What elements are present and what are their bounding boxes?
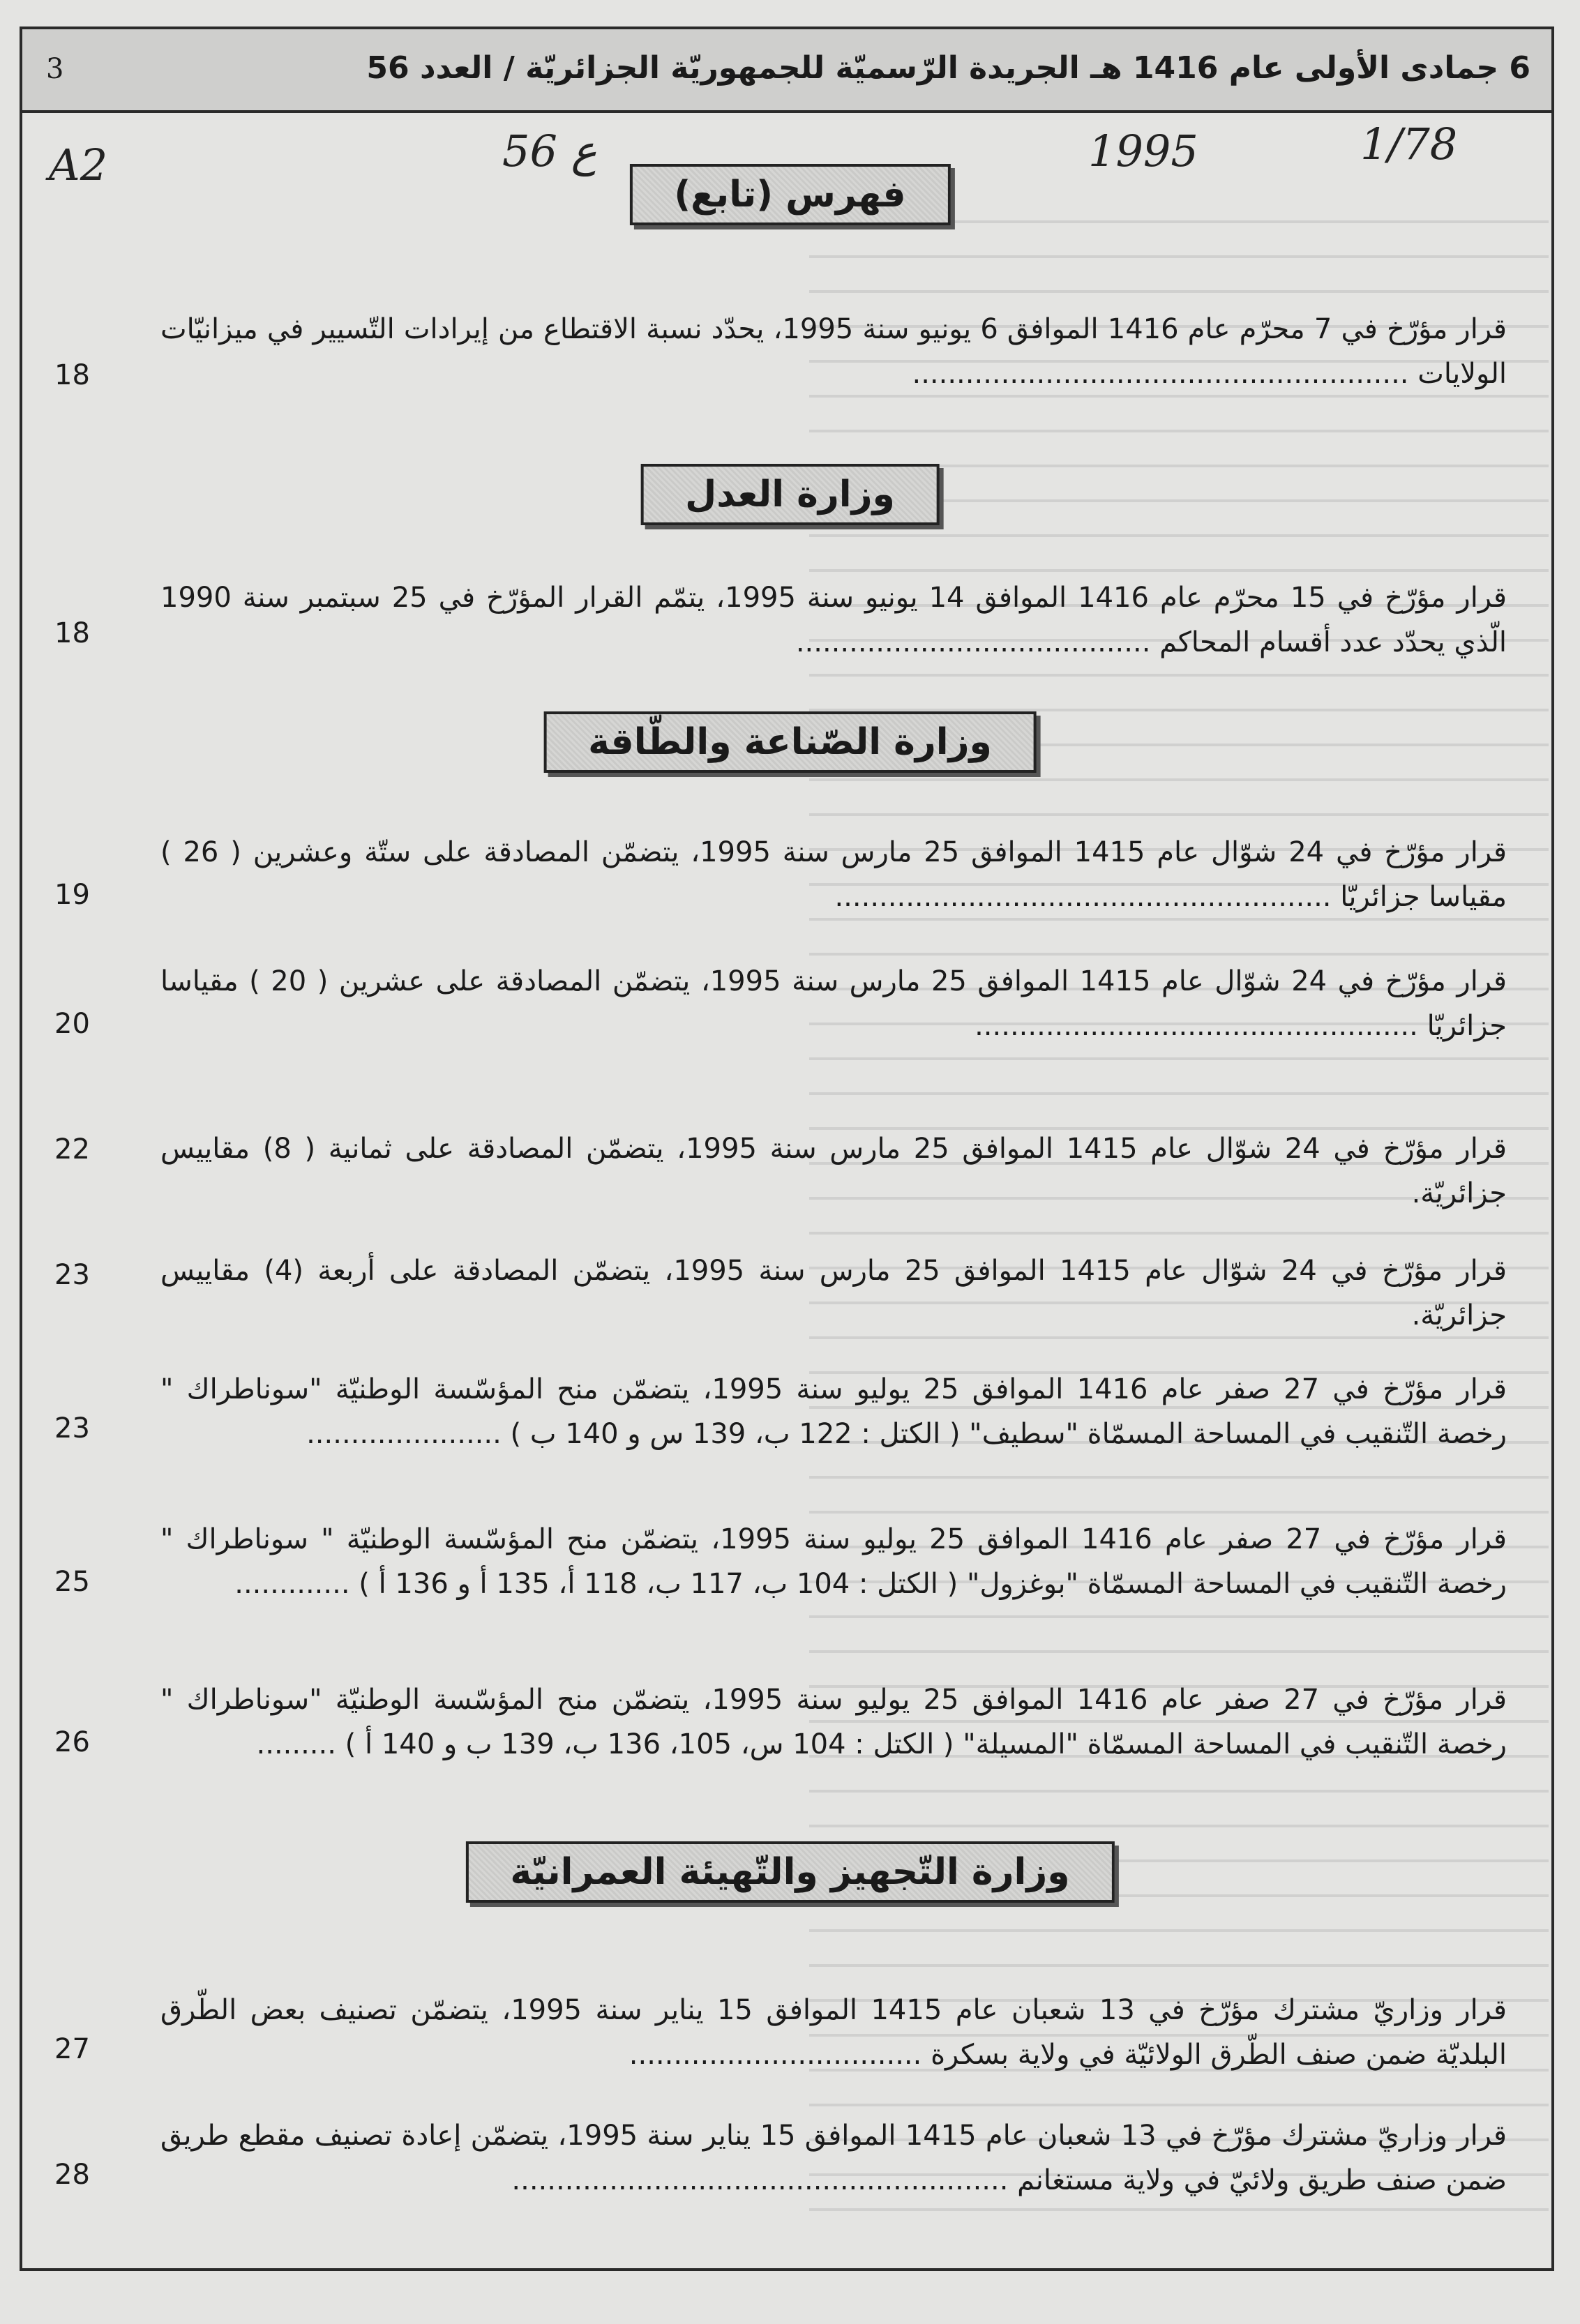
section-title-justice: وزارة العدل [640, 464, 940, 525]
entry-page-number: 20 [54, 1008, 90, 1040]
index-entry: قرار وزاريّ مشترك مؤرّخ في 13 شعبان عام 1415 الموافق 15 يناير سنة 1995، يتضمّن إعادة تصنيف مقطع طريق ضمن صنف طريق ولائيّ في ولاية مستغانم ........................................................ [160, 2120, 1507, 2196]
entry-page-number: 23 [54, 1412, 90, 1444]
index-entry: قرار مؤرّخ في 27 صفر عام 1416 الموافق 25 يوليو سنة 1995، يتضمّن منح المؤسّسة الوطنيّة "سوناطراك " رخصة التّنقيب في المساحة المسمّاة "المسيلة" ( الكتل : 104 س، 105، 136 ب، 139 ب و 140 أ ) ......... [160, 1684, 1507, 1760]
entry-page-number: 27 [54, 2033, 90, 2065]
index-entry: قرار مؤرّخ في 27 صفر عام 1416 الموافق 25 يوليو سنة 1995، يتضمّن منح المؤسّسة الوطنيّة " سوناطراك " رخصة التّنقيب في المساحة المسمّاة "بوغزول" ( الكتل : 104 ب، 117 ب، 118 أ، 135 أ و 136 أ ) ............. [160, 1523, 1507, 1600]
header-title: 6 جمادى الأولى عام 1416 هـ الجريدة الرّسميّة للجمهوريّة الجزائريّة / العدد 56 [366, 50, 1530, 86]
index-entry: قرار مؤرّخ في 24 شوّال عام 1415 الموافق 25 مارس سنة 1995، يتضمّن المصادقة على أربعة (4) مقاييس جزائريّة. [160, 1255, 1507, 1331]
index-entry: قرار مؤرّخ في 24 شوّال عام 1415 الموافق 25 مارس سنة 1995، يتضمّن المصادقة على ثمانية ( 8) مقاييس جزائريّة. [160, 1133, 1507, 1209]
page-number: 3 [46, 53, 64, 85]
entry-page-number: 18 [54, 359, 90, 391]
entry-page-number: 19 [54, 879, 90, 911]
section-title-index: فهرس (تابع) [629, 164, 950, 225]
index-entry: قرار مؤرّخ في 7 محرّم عام 1416 الموافق 6 يونيو سنة 1995، يحدّد نسبة الاقتطاع من إيرادات التّسيير في ميزانيّات الولايات ........................................................ [160, 313, 1507, 390]
entry-page-number: 22 [54, 1133, 90, 1165]
index-entry: قرار وزاريّ مشترك مؤرّخ في 13 شعبان عام 1415 الموافق 15 يناير سنة 1995، يتضمّن تصنيف بعض الطّرق البلديّة ضمن صنف الطّرق الولائيّة في ولاية بسكرة ................................. [160, 1994, 1507, 2071]
index-entry: قرار مؤرّخ في 15 محرّم عام 1416 الموافق 14 يونيو سنة 1995، يتمّم القرار المؤرّخ في 25 سبتمبر سنة 1990 الّذي يحدّد عدد أقسام المحاكم ........................................ [160, 582, 1507, 658]
entry-page-number: 25 [54, 1566, 90, 1598]
entry-page-number: 23 [54, 1259, 90, 1291]
index-entry: قرار مؤرّخ في 24 شوّال عام 1415 الموافق 25 مارس سنة 1995، يتضمّن المصادقة على عشرين ( 20 ) مقياسا جزائريّا .................................................. [160, 965, 1507, 1042]
section-title-industry: وزارة الصّناعة والطّاقة [543, 711, 1037, 773]
entry-page-number: 28 [54, 2159, 90, 2191]
index-entry: قرار مؤرّخ في 24 شوّال عام 1415 الموافق 25 مارس سنة 1995، يتضمّن المصادقة على ستّة وعشرين ( 26 ) مقياسا جزائريّا ........................................................ [160, 836, 1507, 913]
entry-page-number: 26 [54, 1726, 90, 1758]
entry-page-number: 18 [54, 617, 90, 649]
index-entry: قرار مؤرّخ في 27 صفر عام 1416 الموافق 25 يوليو سنة 1995، يتضمّن منح المؤسّسة الوطنيّة "سوناطراك " رخصة التّنقيب في المساحة المسمّاة "سطيف" ( الكتل : 122 ب، 139 س و 140 ب ) ...................... [160, 1373, 1507, 1450]
handwritten-year: 1995 [1088, 126, 1198, 176]
section-title-equipment: وزارة التّجهيز والتّهيئة العمرانيّة [465, 1841, 1114, 1903]
handwritten-issue: 56 ع [502, 126, 597, 176]
page-header [22, 29, 1551, 113]
handwritten-code: A2 [49, 139, 108, 190]
handwritten-ref: 1/78 [1360, 119, 1458, 169]
